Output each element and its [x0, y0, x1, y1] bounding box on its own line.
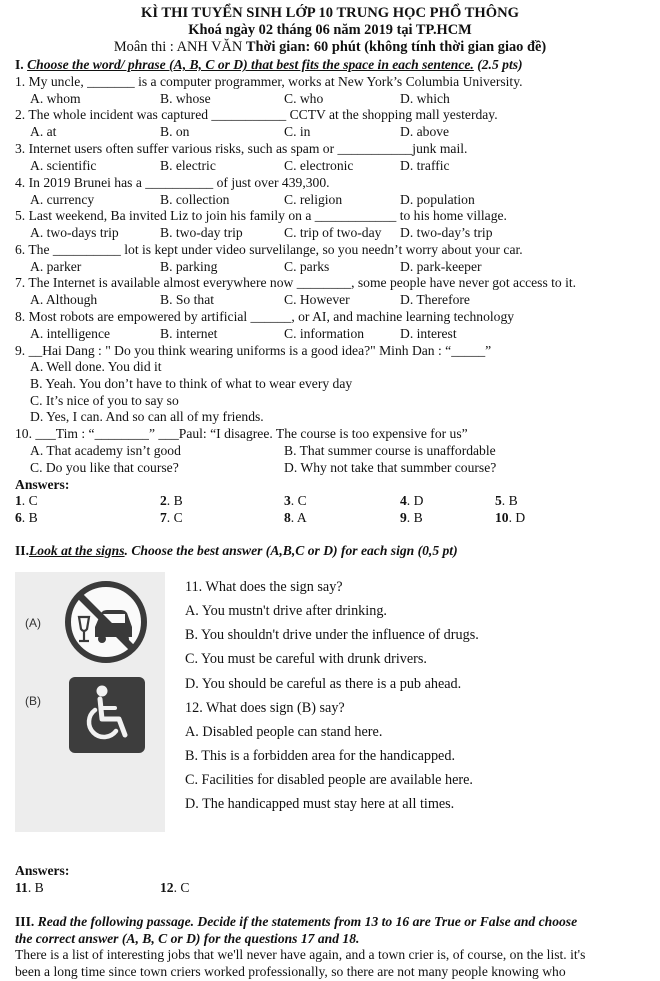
answer-1: 1. C	[15, 493, 38, 508]
part3-heading	[15, 913, 577, 930]
q9-option-d: D. Yes, I can. And so can all of my friends.	[30, 409, 264, 424]
q8-option-b: B. internet	[160, 326, 218, 341]
q8-option-c: C. information	[284, 326, 365, 341]
answer-3: 3. C	[284, 493, 307, 508]
q1-option-c: C. who	[284, 91, 324, 106]
q1-option-a: A. whom	[30, 91, 81, 106]
sign-b-label: (B)	[25, 694, 41, 708]
question-6-stem: 6. The __________ lot is kept under video survelilange, so you needn’t worry about your car.	[15, 242, 523, 257]
answer-4: 4. D	[400, 493, 424, 508]
sign-a-label: (A)	[25, 616, 41, 630]
q9-option-a: A. Well done. You did it	[30, 359, 162, 374]
question-2-stem: 2. The whole incident was captured ___________ CCTV at the shopping mall yesterday.	[15, 107, 498, 122]
q11-option-a: A. You mustn't drive after drinking.	[185, 603, 387, 619]
q5-option-b: B. two-day trip	[160, 225, 243, 240]
q6-option-b: B. parking	[160, 259, 218, 274]
part3-instruction: Read the following passage. Decide if the statements from 13 to 16 are True or False and choose	[37, 914, 578, 929]
part1-points: (2.5 pts)	[473, 57, 523, 72]
question-10-stem: 10. ___Tim : “________” ___Paul: “I disagree. The course is too expensive for us”	[15, 426, 468, 441]
q3-option-a: A. scientific	[30, 158, 97, 173]
part2-answers-label: Answers:	[15, 863, 70, 878]
q10-option-d: D. Why not take that summber course?	[284, 460, 497, 475]
answer-5: 5. B	[495, 493, 518, 508]
question-4-stem: 4. In 2019 Brunei has a __________ of just over 439,300.	[15, 175, 330, 190]
exam-subject	[0, 39, 660, 56]
q10-option-a: A. That academy isn’t good	[30, 443, 181, 458]
question-9-stem: 9. __Hai Dang : " Do you think wearing uniforms is a good idea?" Minh Dan : “_____”	[15, 343, 492, 358]
q2-option-a: A. at	[30, 124, 57, 139]
exam-title: KÌ THI TUYỂN SINH LỚP 10 TRUNG HỌC PHỔ THÔNG	[140, 5, 520, 21]
q1-option-b: B. whose	[160, 91, 211, 106]
q6-option-a: A. parker	[30, 259, 82, 274]
q3-option-d: D. traffic	[400, 158, 450, 173]
q12-option-c: C. Facilities for disabled people are available here.	[185, 772, 473, 788]
wheelchair-sign-icon	[69, 677, 145, 753]
q7-option-c: C. However	[284, 292, 350, 307]
q11-option-d: D. You should be careful as there is a pub ahead.	[185, 676, 462, 692]
q7-option-b: B. So that	[160, 292, 215, 307]
part3-label: III.	[15, 914, 38, 929]
part1-answers-label: Answers:	[15, 477, 70, 492]
q6-option-d: D. park-keeper	[400, 259, 482, 274]
question-5-stem: 5. Last weekend, Ba invited Liz to join his family on a ____________ to his home village.	[15, 208, 507, 223]
q2-option-b: B. on	[160, 124, 190, 139]
passage-line-2: been a long time since town criers worked professionally, so there are not many people knowing who	[15, 964, 566, 979]
answer-9: 9. B	[400, 510, 423, 525]
q3-option-c: C. electronic	[284, 158, 354, 173]
q7-option-d: D. Therefore	[400, 292, 470, 307]
exam-date: Khoá ngày 02 tháng 06 năm 2019 tại TP.HCM	[188, 22, 472, 38]
part2-instruction: . Choose the best answer (A,B,C or D) for each sign (0,5 pt)	[124, 543, 458, 558]
signs-image	[15, 572, 165, 832]
time-label: Thời gian: 60 phút (không tính thời gian giao đề)	[245, 39, 547, 55]
q10-option-b: B. That summer course is unaffordable	[284, 443, 496, 458]
question-8-stem: 8. Most robots are empowered by artificial ______, or AI, and machine learning technology	[15, 309, 515, 324]
q9-option-c: C. It’s nice of you to say so	[30, 393, 179, 408]
q8-option-d: D. interest	[400, 326, 457, 341]
q4-option-c: C. religion	[284, 192, 343, 207]
subject-label: Moân thi : ANH VĂN	[113, 39, 246, 55]
q5-option-c: C. trip of two-day	[284, 225, 382, 240]
q4-option-b: B. collection	[160, 192, 230, 207]
question-3-stem: 3. Internet users often suffer various risks, such as spam or ___________junk mail.	[15, 141, 468, 156]
answer-11: 11. B	[15, 880, 44, 895]
part1-heading	[15, 56, 523, 73]
part2-label: II.	[15, 543, 29, 558]
q2-option-c: C. in	[284, 124, 311, 139]
question-12-stem: 12. What does sign (B) say?	[185, 700, 345, 716]
q11-option-b: B. You shouldn't drive under the influence of drugs.	[185, 627, 479, 643]
q12-option-a: A. Disabled people can stand here.	[185, 724, 383, 740]
passage-line-1: There is a list of interesting jobs that we'll never have again, and a town crier is, of course, on the list. it's	[15, 947, 586, 962]
part3-instruction-cont: the correct answer (A, B, C or D) for the questions 17 and 18.	[15, 931, 360, 946]
answer-8: 8. A	[284, 510, 307, 525]
q6-option-c: C. parks	[284, 259, 330, 274]
answer-10: 10. D	[495, 510, 526, 525]
no-drink-driving-sign-icon	[61, 577, 151, 667]
q9-option-b: B. Yeah. You don’t have to think of what to wear every day	[30, 376, 353, 391]
q1-option-d: D. which	[400, 91, 450, 106]
answer-6: 6. B	[15, 510, 38, 525]
q4-option-d: D. population	[400, 192, 475, 207]
answer-12: 12. C	[160, 880, 190, 895]
q10-option-c: C. Do you like that course?	[30, 460, 179, 475]
q5-option-a: A. two-days trip	[30, 225, 119, 240]
part1-label: I.	[15, 57, 28, 72]
question-11-stem: 11. What does the sign say?	[185, 579, 343, 595]
q2-option-d: D. above	[400, 124, 450, 139]
q8-option-a: A. intelligence	[30, 326, 111, 341]
q7-option-a: A. Although	[30, 292, 98, 307]
q12-option-d: D. The handicapped must stay here at all times.	[185, 796, 455, 812]
part1-instruction: Choose the word/ phrase (A, B, C or D) that best fits the space in each sentence.	[27, 57, 474, 72]
answer-2: 2. B	[160, 493, 183, 508]
q12-option-b: B. This is a forbidden area for the handicapped.	[185, 748, 455, 764]
question-7-stem: 7. The Internet is available almost everywhere now ________, some people have never got access to it.	[15, 275, 577, 290]
q5-option-d: D. two-day’s trip	[400, 225, 493, 240]
q3-option-b: B. electric	[160, 158, 216, 173]
answer-7: 7. C	[160, 510, 183, 525]
question-1-stem: 1. My uncle, _______ is a computer programmer, works at New York’s Columbia University.	[15, 74, 523, 89]
q11-option-c: C. You must be careful with drunk drivers.	[185, 651, 427, 667]
q4-option-a: A. currency	[30, 192, 95, 207]
part2-instruction-underlined: Look at the signs	[28, 543, 125, 558]
sign-questions-panel	[175, 572, 525, 834]
part2-heading	[15, 542, 458, 559]
